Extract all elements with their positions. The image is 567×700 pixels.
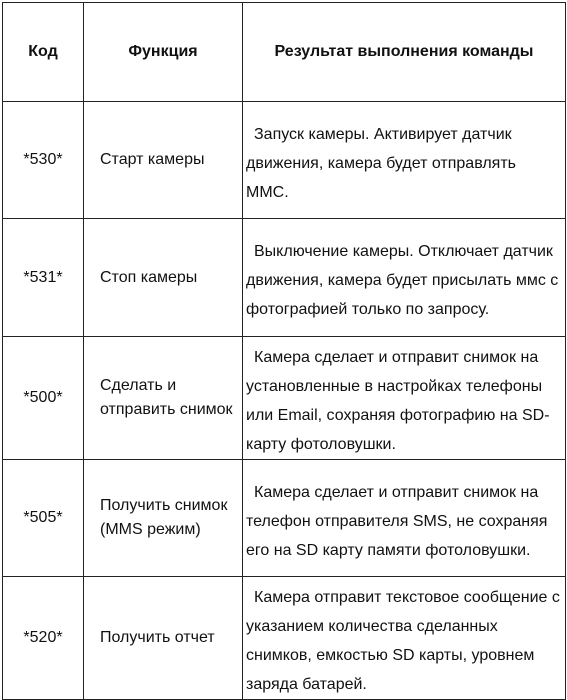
- cell-result: [243, 460, 566, 577]
- result-text: Выключение камеры. Отключает датчик движения, камера будет присылать ммс с фотографией только по запросу.: [246, 243, 559, 318]
- result-text: Камера сделает и отправит снимок на установленные в настройках телефоны или Email, сохраняя фотографию на SD-карту фотоловушки.: [246, 349, 550, 453]
- cell-function: Получить снимок (MMS режим): [84, 460, 243, 577]
- cell-code: *500*: [3, 337, 84, 460]
- table-row: [3, 219, 566, 337]
- cell-function: Старт камеры: [84, 102, 243, 219]
- cell-function: Стоп камеры: [84, 219, 243, 337]
- cell-code: *531*: [3, 219, 84, 337]
- cell-code: *505*: [3, 460, 84, 577]
- commands-table: [2, 2, 566, 700]
- cell-result: [243, 102, 566, 219]
- cell-result: [243, 219, 566, 337]
- header-code: Код: [3, 3, 84, 102]
- header-row: [3, 3, 566, 102]
- header-function: Функция: [84, 3, 243, 102]
- cell-function: Получить отчет: [84, 577, 243, 700]
- result-text: Запуск камеры. Активирует датчик движения, камера будет отправлять ММС.: [246, 125, 516, 201]
- result-text: Камера сделает и отправит снимок на телефон отправителя SMS, не сохраняя его на SD карту памяти фотоловушки.: [246, 483, 548, 559]
- cell-result: [243, 577, 566, 700]
- table-row: [3, 102, 566, 219]
- table-row: [3, 577, 566, 700]
- table-row: [3, 337, 566, 460]
- cell-function: Сделать и отправить снимок: [84, 337, 243, 460]
- table-row: [3, 460, 566, 577]
- cell-code: *520*: [3, 577, 84, 700]
- cell-code: *530*: [3, 102, 84, 219]
- cell-result: [243, 337, 566, 460]
- result-text: Камера отправит текстовое сообщение с указанием количества сделанных снимков, емкостью SD карты, уровнем заряда батарей.: [246, 589, 560, 693]
- header-result: Результат выполнения команды: [243, 3, 566, 102]
